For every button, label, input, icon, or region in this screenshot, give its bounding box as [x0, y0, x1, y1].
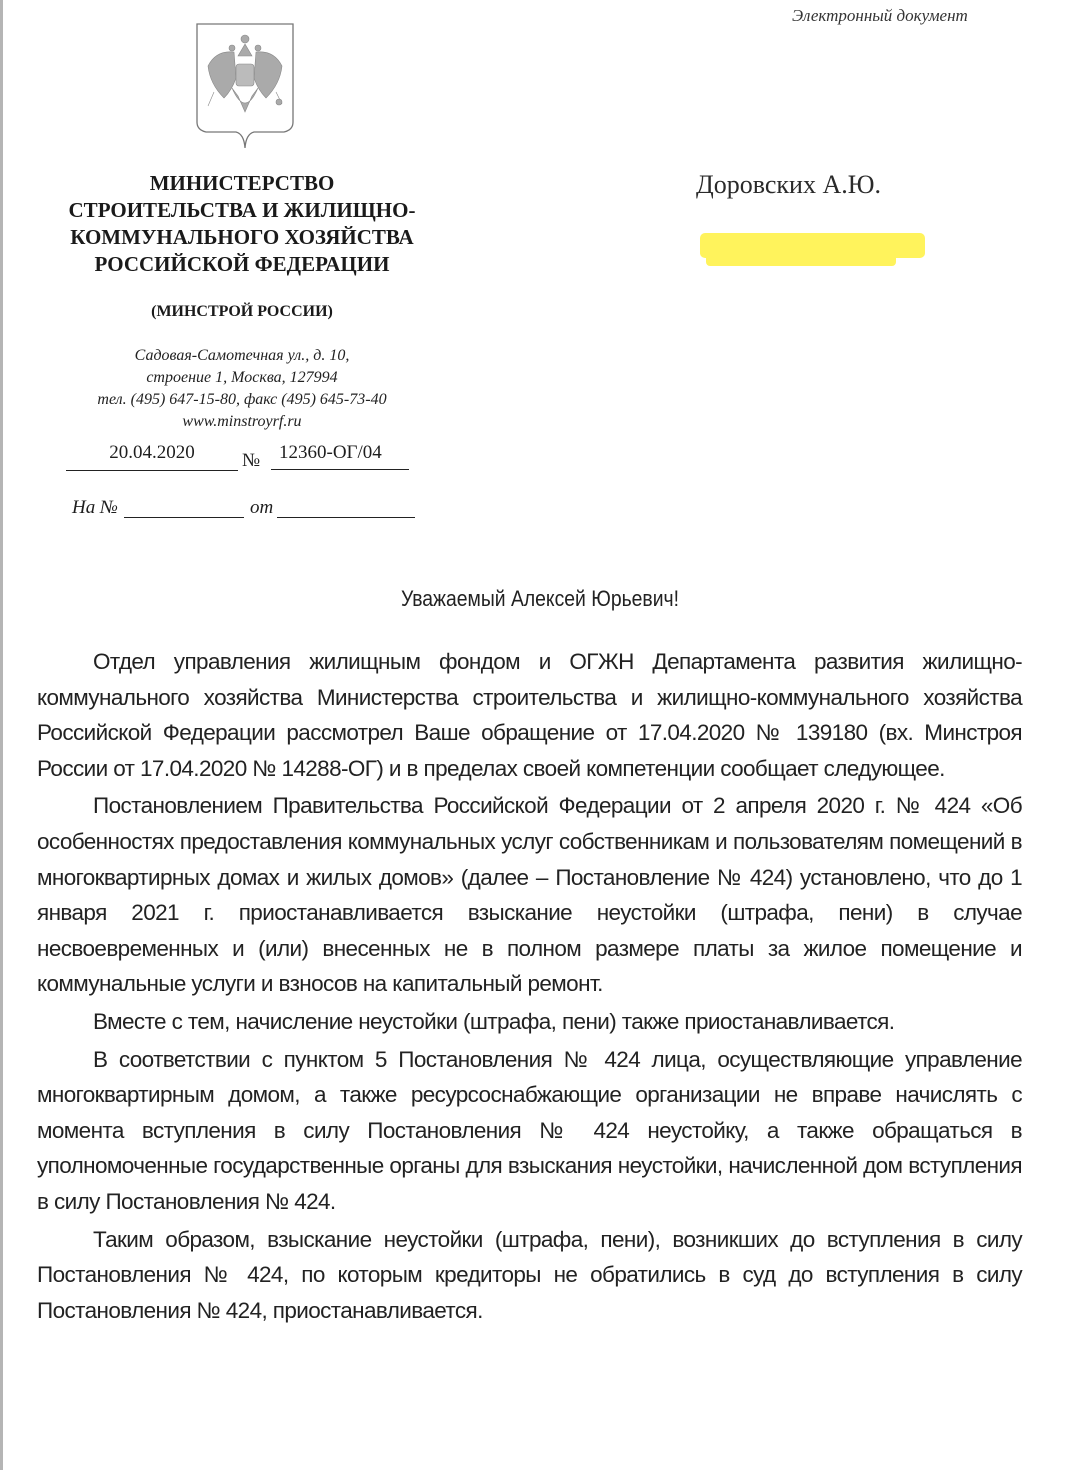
- letter-body: [37, 644, 1022, 1330]
- reply-from-label: от: [250, 497, 274, 518]
- paragraph: Таким образом, взыскание неустойки (штрафа, пени), возникших до вступления в силу Постановления № 424, по которым кредиторы не обратились в суд до вступления в силу Постановления № 424, приостанавливается.: [37, 1226, 1022, 1323]
- org-name-line: СТРОИТЕЛЬСТВА И ЖИЛИЩНО-: [68, 198, 416, 222]
- reply-from-blank: [277, 517, 415, 518]
- phone-fax-line: тел. (495) 647-15-80, факс (495) 645-73-40: [97, 391, 387, 408]
- paragraph: В соответствии с пунктом 5 Постановления № 424 лица, осуществляющие управление многоквартирным домом, а также ресурсоснабжающие организации не вправе начислять с момента вступления в силу Постановления № 424 неустойку, а также обращаться в уполномоченные государственные органы для взыскания неустойки, начисленной дом вступления в силу Постановления № 424.: [37, 1046, 1022, 1214]
- org-name-line: РОССИЙСКОЙ ФЕДЕРАЦИИ: [94, 252, 390, 276]
- salutation: Уважаемый Алексей Юрьевич!: [401, 586, 679, 611]
- org-name-line: МИНИСТЕРСТВО: [149, 171, 335, 195]
- page-left-border: [0, 0, 3, 1470]
- reply-no-blank: [124, 517, 244, 518]
- paragraph: Отдел управления жилищным фондом и ОГЖН Департамента развития жилищно-коммунального хозяйства Министерства строительства и жилищно-коммунального хозяйства Российской Федерации рассмотрел Ваше обращение от 17.04.2020 № 139180 (вх. Минстроя России от 17.04.2020 № 14288-ОГ) и в пределах своей компетенции сообщает следующее.: [37, 649, 1022, 781]
- recipient-name: Доровских А.Ю.: [696, 170, 881, 199]
- paragraph: Вместе с тем, начисление неустойки (штрафа, пени) также приостанавливается.: [93, 1008, 895, 1034]
- org-name-line: КОММУНАЛЬНОГО ХОЗЯЙСТВА: [70, 225, 414, 249]
- ministry-short-name: (МИНСТРОЙ РОССИИ): [151, 303, 333, 320]
- russian-coat-of-arms-icon: [194, 22, 296, 150]
- registration-date: 20.04.2020: [66, 442, 238, 471]
- ministry-name: [48, 170, 436, 278]
- reply-no-label: На №: [72, 497, 118, 518]
- ministry-address: [48, 345, 436, 433]
- reply-reference-line: [72, 497, 417, 521]
- registration-number: 12360-ОГ/04: [271, 442, 409, 470]
- redacted-address-underlay: [706, 252, 896, 266]
- electronic-document-label: Электронный документ: [792, 6, 968, 25]
- address-line: Садовая-Самотечная ул., д. 10,: [134, 347, 350, 364]
- address-line: строение 1, Москва, 127994: [146, 369, 338, 386]
- paragraph: Постановлением Правительства Российской Федерации от 2 апреля 2020 г. № 424 «Об особенностях предоставления коммунальных услуг собственникам и пользователям помещений в многоквартирных домах и жилых домов» (далее – Постановление № 424) установлено, что до 1 января 2021 г. приостанавливается взыскание неустойки (штрафа, пени) в случае несвоевременных и (или) внесенных не в полном размере платы за жилое помещение и коммунальные услуги и взносов на капитальный ремонт.: [37, 793, 1022, 997]
- website-line: www.minstroyrf.ru: [182, 413, 302, 430]
- number-sign: №: [242, 450, 261, 471]
